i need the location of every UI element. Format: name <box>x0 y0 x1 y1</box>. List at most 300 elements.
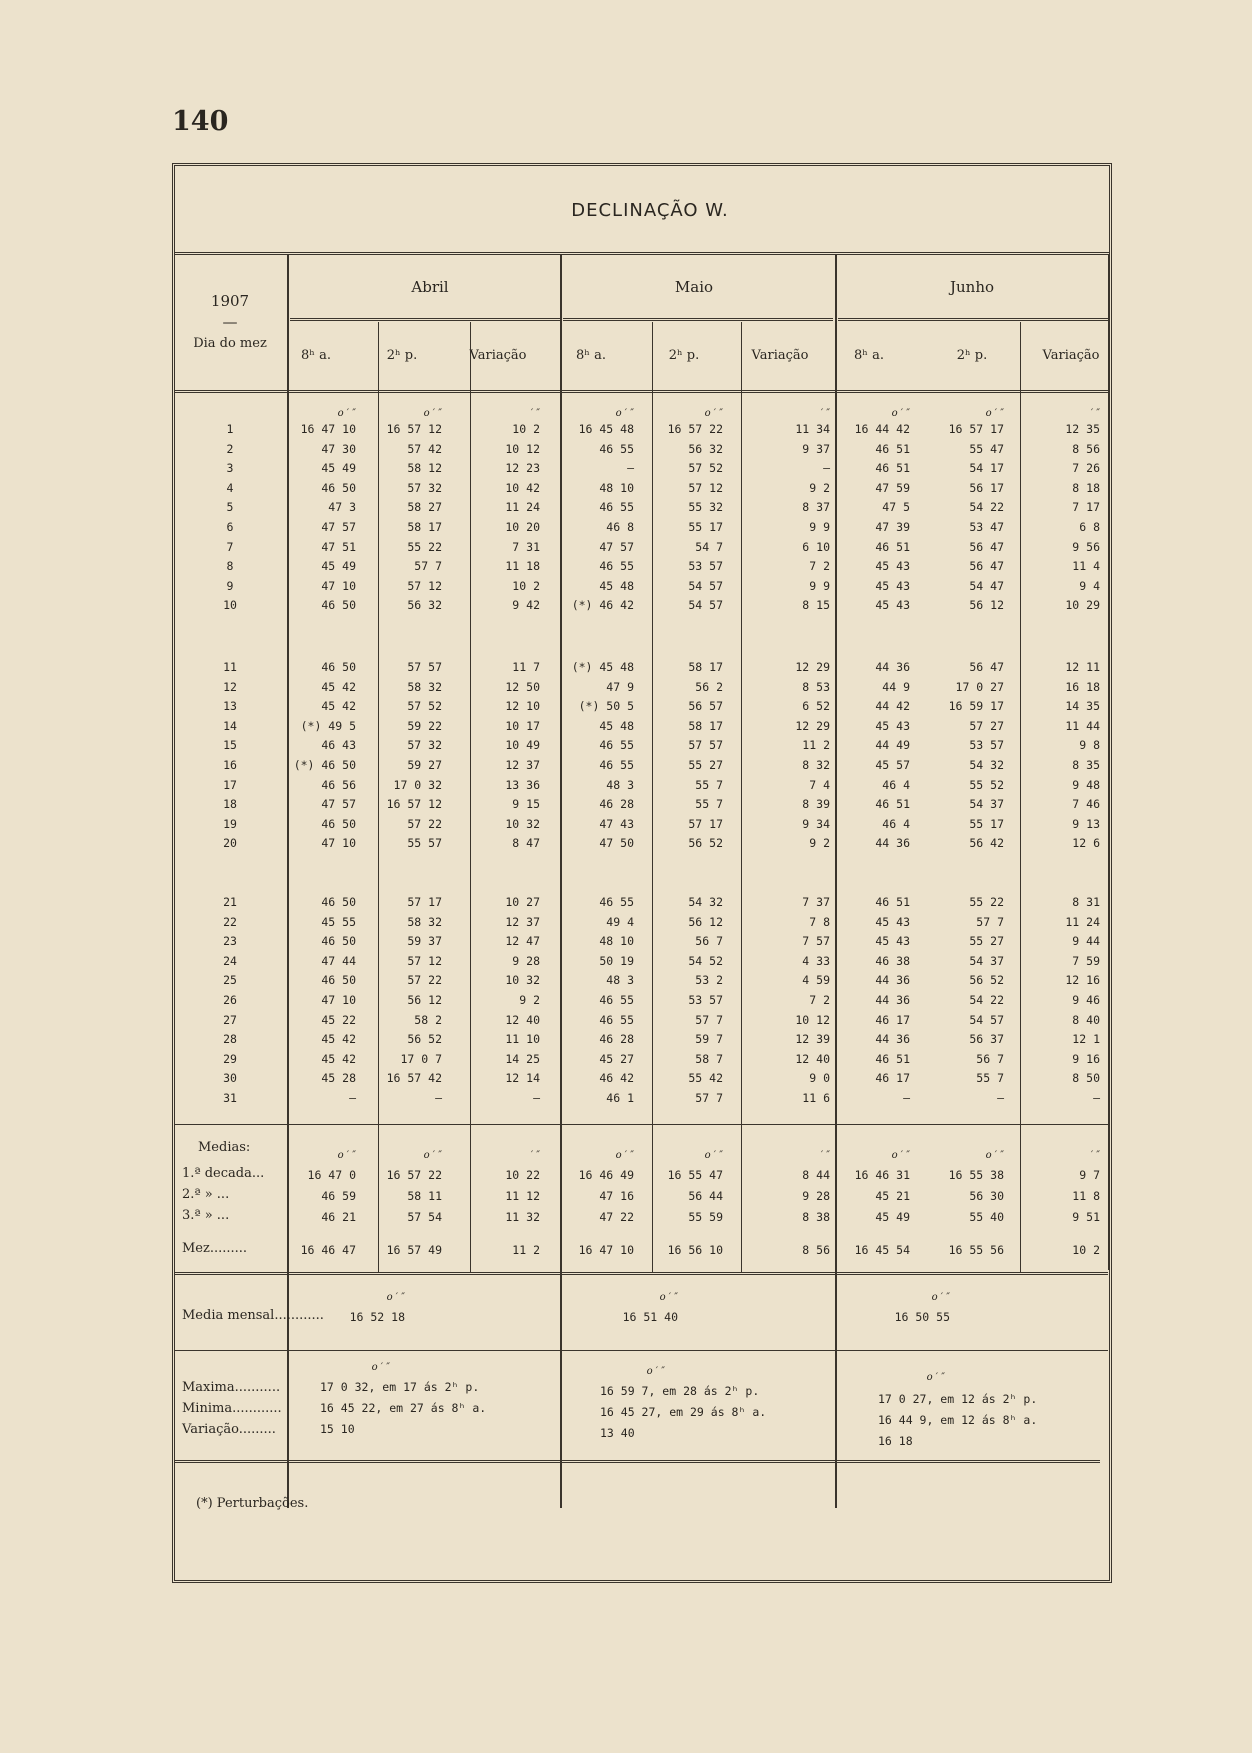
table-cell: 10 12 <box>505 441 540 456</box>
footnote: (*) Perturbações. <box>196 1496 309 1511</box>
table-cell: 12 40 <box>795 1051 830 1066</box>
unit-label: o ′ ″ <box>931 1292 950 1303</box>
table-cell: 48 10 <box>599 934 634 949</box>
table-cell: 55 40 <box>969 1210 1004 1224</box>
table-cell: 48 3 <box>606 777 634 792</box>
table-cell: 46 51 <box>875 1051 910 1066</box>
day-number: 31 <box>223 1091 237 1105</box>
table-cell: — <box>903 1091 910 1105</box>
table-cell: 57 32 <box>407 480 442 495</box>
table-cell: 6 52 <box>802 699 830 714</box>
table-cell: 54 57 <box>688 578 723 593</box>
day-number: 9 <box>226 578 234 593</box>
table-cell: 9 0 <box>809 1071 830 1086</box>
table-cell: 47 10 <box>321 993 356 1007</box>
table-cell: 56 52 <box>407 1032 442 1047</box>
table-cell: 55 52 <box>969 777 1004 792</box>
table-cell: 16 57 17 <box>948 422 1004 436</box>
table-cell: 57 12 <box>688 480 723 495</box>
table-cell: 47 57 <box>321 520 356 534</box>
table-cell: (*) 50 5 <box>578 699 634 714</box>
table-cell: 46 28 <box>599 1032 634 1047</box>
unit-label: o ′ ″ <box>615 408 634 419</box>
table-cell: 45 42 <box>321 1032 356 1047</box>
table-cell: 16 57 22 <box>667 422 723 436</box>
decade-label: 3.ª » ... <box>182 1208 230 1223</box>
table-cell: 56 12 <box>688 914 723 929</box>
table-cell: 9 15 <box>512 797 540 812</box>
table-cell: 45 42 <box>321 1051 356 1066</box>
table-cell: 10 2 <box>1072 1243 1100 1257</box>
table-cell: 45 27 <box>599 1051 634 1066</box>
table-cell: 13 36 <box>505 777 540 792</box>
column-line <box>1020 322 1021 1272</box>
day-number: 25 <box>223 973 237 988</box>
table-cell: 14 35 <box>1065 699 1100 714</box>
table-cell: 45 43 <box>875 578 910 593</box>
table-cell: 9 56 <box>1072 539 1100 554</box>
table-cell: (*) 49 5 <box>300 718 356 733</box>
table-cell: 47 5 <box>882 500 910 515</box>
table-cell: 11 24 <box>505 500 540 515</box>
table-cell: 49 4 <box>606 914 634 929</box>
table-cell: 55 59 <box>688 1210 723 1224</box>
table-cell: 54 52 <box>688 953 723 968</box>
day-number: 28 <box>223 1032 237 1047</box>
day-number: 5 <box>226 500 234 515</box>
table-cell: 47 43 <box>599 816 634 831</box>
table-cell: 55 42 <box>688 1071 723 1086</box>
table-cell: 45 43 <box>875 718 910 733</box>
table-cell: 12 47 <box>505 934 540 949</box>
media-mensal-label: Media mensal............ <box>182 1308 324 1323</box>
table-cell: 16 55 38 <box>948 1168 1004 1182</box>
table-cell: 46 38 <box>875 953 910 968</box>
table-cell: 45 42 <box>321 679 356 694</box>
table-cell: 55 32 <box>688 500 723 515</box>
table-cell: 56 2 <box>695 679 723 694</box>
table-cell: 46 8 <box>606 520 634 534</box>
table-cell: 8 31 <box>1072 895 1100 909</box>
table-cell: 7 8 <box>809 914 830 929</box>
table-cell: 46 55 <box>599 441 634 456</box>
table-cell: 45 28 <box>321 1071 356 1086</box>
table-cell: 11 10 <box>505 1032 540 1047</box>
unit-label: o ′ ″ <box>891 1150 910 1161</box>
rule-line <box>838 318 1108 321</box>
table-cell: 55 22 <box>969 895 1004 909</box>
table-cell: 12 39 <box>795 1032 830 1047</box>
table-cell: 12 40 <box>505 1012 540 1027</box>
table-cell: 58 17 <box>407 520 442 534</box>
day-number: 3 <box>226 461 234 476</box>
media-mensal-value: 16 51 40 <box>622 1310 678 1324</box>
table-cell: 16 55 56 <box>948 1243 1004 1257</box>
day-number: 13 <box>223 699 237 714</box>
table-cell: 16 57 12 <box>386 797 442 812</box>
column-line <box>470 322 471 1272</box>
table-cell: 11 6 <box>802 1091 830 1105</box>
day-number: 21 <box>223 895 237 909</box>
table-cell: 8 35 <box>1072 758 1100 772</box>
table-cell: 57 22 <box>407 816 442 831</box>
column-line <box>741 322 742 1272</box>
day-header: Dia do mez <box>193 336 267 351</box>
table-cell: 7 17 <box>1072 500 1100 515</box>
table-cell: 44 9 <box>882 679 910 694</box>
table-cell: 57 27 <box>969 718 1004 733</box>
table-cell: 9 48 <box>1072 777 1100 792</box>
table-cell: 46 28 <box>599 797 634 812</box>
table-cell: 53 2 <box>695 973 723 988</box>
day-number: 29 <box>223 1051 237 1066</box>
unit-label: ′ ″ <box>1090 1150 1100 1161</box>
table-cell: 45 43 <box>875 598 910 613</box>
table-cell: 55 17 <box>969 816 1004 831</box>
table-cell: 46 4 <box>882 777 910 792</box>
table-cell: 45 21 <box>875 1189 910 1203</box>
table-cell: 9 2 <box>519 993 540 1007</box>
table-cell: 12 50 <box>505 679 540 694</box>
table-cell: 55 27 <box>688 758 723 772</box>
table-cell: 56 47 <box>969 660 1004 674</box>
sub-header: 8ʰ a. <box>301 348 331 363</box>
table-cell: 12 23 <box>505 461 540 476</box>
table-cell: 46 56 <box>321 777 356 792</box>
table-cell: 12 29 <box>795 718 830 733</box>
table-cell: 16 56 10 <box>667 1243 723 1257</box>
table-cell: 46 51 <box>875 461 910 476</box>
table-cell: 9 7 <box>1079 1168 1100 1182</box>
table-cell: 7 57 <box>802 934 830 949</box>
month-header: Junho <box>949 278 995 296</box>
table-cell: 10 32 <box>505 973 540 988</box>
table-cell: 57 52 <box>688 461 723 476</box>
table-cell: 47 50 <box>599 836 634 851</box>
table-cell: 47 44 <box>321 953 356 968</box>
table-cell: 10 20 <box>505 520 540 534</box>
table-cell: 16 55 47 <box>667 1168 723 1182</box>
day-number: 14 <box>223 718 237 733</box>
year-dash: — <box>222 313 238 331</box>
table-cell: 45 22 <box>321 1012 356 1027</box>
table-cell: 4 33 <box>802 953 830 968</box>
table-cell: 8 37 <box>802 500 830 515</box>
table-cell: 47 3 <box>328 500 356 515</box>
table-cell: 16 46 47 <box>300 1243 356 1257</box>
rule-line <box>175 252 1109 255</box>
rule-line <box>175 1124 1108 1125</box>
extreme-label: Variação......... <box>182 1422 276 1437</box>
extreme-value: 15 10 <box>320 1422 355 1436</box>
rule-line <box>175 1460 1100 1463</box>
extreme-value: 16 45 27, em 29 ás 8ʰ a. <box>600 1405 767 1419</box>
table-cell: 10 29 <box>1065 598 1100 613</box>
table-cell: 11 8 <box>1072 1189 1100 1203</box>
table-cell: 11 34 <box>795 422 830 436</box>
decade-label: 2.ª » ... <box>182 1187 230 1202</box>
table-cell: 9 2 <box>809 836 830 851</box>
sub-header: 2ʰ p. <box>956 348 988 363</box>
table-cell: 9 4 <box>1079 578 1100 593</box>
unit-label: o ′ ″ <box>423 408 442 419</box>
unit-label: o ′ ″ <box>646 1366 665 1377</box>
table-cell: 10 22 <box>505 1168 540 1182</box>
table-cell: 46 50 <box>321 934 356 949</box>
table-cell: 56 17 <box>969 480 1004 495</box>
unit-label: ′ ″ <box>1090 408 1100 419</box>
table-cell: 46 4 <box>882 816 910 831</box>
unit-label: ′ ″ <box>530 1150 540 1161</box>
table-cell: 46 51 <box>875 441 910 456</box>
table-cell: 45 49 <box>321 461 356 476</box>
table-cell: 12 10 <box>505 699 540 714</box>
table-cell: 59 37 <box>407 934 442 949</box>
table-cell: 11 4 <box>1072 559 1100 574</box>
table-cell: 44 36 <box>875 836 910 851</box>
table-cell: 56 47 <box>969 539 1004 554</box>
sub-header: Variação <box>751 348 809 363</box>
day-number: 18 <box>223 797 237 812</box>
unit-label: ′ ″ <box>530 408 540 419</box>
day-number: 30 <box>223 1071 237 1086</box>
unit-label: o ′ ″ <box>985 408 1004 419</box>
year-label: 1907 <box>210 292 250 310</box>
table-cell: 12 37 <box>505 758 540 772</box>
extreme-value: 16 59 7, em 28 ás 2ʰ p. <box>600 1384 760 1398</box>
table-cell: 17 0 7 <box>400 1051 442 1066</box>
table-cell: 48 3 <box>606 973 634 988</box>
table-cell: 44 36 <box>875 973 910 988</box>
table-cell: 58 17 <box>688 660 723 674</box>
extreme-value: 16 44 9, em 12 ás 8ʰ a. <box>878 1413 1038 1427</box>
rule-line <box>175 1272 1108 1275</box>
table-cell: 58 32 <box>407 679 442 694</box>
table-cell: 6 10 <box>802 539 830 554</box>
rule-line <box>175 390 1109 393</box>
table-cell: 46 50 <box>321 816 356 831</box>
table-cell: 46 55 <box>599 758 634 772</box>
table-cell: 12 14 <box>505 1071 540 1086</box>
table-cell: 47 16 <box>599 1189 634 1203</box>
table-cell: (*) 45 48 <box>571 660 634 674</box>
day-number: 23 <box>223 934 237 949</box>
column-line <box>652 322 653 1272</box>
table-cell: 46 59 <box>321 1189 356 1203</box>
table-cell: 9 46 <box>1072 993 1100 1007</box>
table-cell: 46 42 <box>599 1071 634 1086</box>
day-number: 27 <box>223 1012 237 1027</box>
table-cell: 56 12 <box>969 598 1004 613</box>
month-header: Abril <box>411 278 449 296</box>
table-cell: 46 55 <box>599 559 634 574</box>
table-cell: 53 57 <box>969 738 1004 753</box>
table-cell: 54 7 <box>695 539 723 554</box>
table-cell: 54 57 <box>688 598 723 613</box>
table-cell: 7 37 <box>802 895 830 909</box>
table-cell: 53 47 <box>969 520 1004 534</box>
table-cell: 54 22 <box>969 993 1004 1007</box>
table-cell: 9 44 <box>1072 934 1100 949</box>
unit-label: o ′ ″ <box>704 408 723 419</box>
table-cell: 8 44 <box>802 1168 830 1182</box>
table-cell: 12 6 <box>1072 836 1100 851</box>
table-cell: 10 12 <box>795 1012 830 1027</box>
table-cell: 11 12 <box>505 1189 540 1203</box>
table-cell: 46 50 <box>321 895 356 909</box>
table-cell: 57 54 <box>407 1210 442 1224</box>
table-cell: 8 32 <box>802 758 830 772</box>
table-cell: 7 4 <box>809 777 830 792</box>
table-cell: 9 51 <box>1072 1210 1100 1224</box>
table-cell: 59 7 <box>695 1032 723 1047</box>
day-number: 12 <box>223 679 237 694</box>
table-cell: 9 13 <box>1072 816 1100 831</box>
table-cell: 10 32 <box>505 816 540 831</box>
table-cell: 9 9 <box>809 578 830 593</box>
unit-label: o ′ ″ <box>891 408 910 419</box>
sub-header: 2ʰ p. <box>386 348 418 363</box>
table-cell: 54 32 <box>969 758 1004 772</box>
table-cell: 47 10 <box>321 578 356 593</box>
table-cell: 59 22 <box>407 718 442 733</box>
table-cell: 45 57 <box>875 758 910 772</box>
mez-label: Mez......... <box>182 1241 248 1256</box>
table-cell: 10 27 <box>505 895 540 909</box>
table-cell: 10 42 <box>505 480 540 495</box>
table-cell: 9 9 <box>809 520 830 534</box>
unit-label: o ′ ″ <box>704 1150 723 1161</box>
table-cell: 47 9 <box>606 679 634 694</box>
table-cell: 58 12 <box>407 461 442 476</box>
table-cell: 58 11 <box>407 1189 442 1203</box>
table-cell: 9 37 <box>802 441 830 456</box>
table-cell: 16 46 31 <box>854 1168 910 1182</box>
table-cell: 57 7 <box>414 559 442 574</box>
table-cell: 8 47 <box>512 836 540 851</box>
table-cell: 55 7 <box>695 777 723 792</box>
table-cell: 57 52 <box>407 699 442 714</box>
unit-label: o ′ ″ <box>337 408 356 419</box>
table-cell: 57 7 <box>695 1091 723 1105</box>
table-cell: 57 12 <box>407 953 442 968</box>
table-cell: 14 25 <box>505 1051 540 1066</box>
table-cell: 8 18 <box>1072 480 1100 495</box>
table-cell: 57 12 <box>407 578 442 593</box>
table-cell: 58 2 <box>414 1012 442 1027</box>
table-cell: 7 46 <box>1072 797 1100 812</box>
unit-label: o ′ ″ <box>386 1292 405 1303</box>
rule-line <box>175 1350 1108 1351</box>
table-cell: 9 16 <box>1072 1051 1100 1066</box>
table-cell: 6 8 <box>1079 520 1100 534</box>
table-cell: 11 24 <box>1065 914 1100 929</box>
table-cell: 54 17 <box>969 461 1004 476</box>
table-cell: 44 36 <box>875 993 910 1007</box>
table-cell: — <box>627 461 634 476</box>
extreme-value: 17 0 32, em 17 ás 2ʰ p. <box>320 1380 480 1394</box>
table-cell: 47 57 <box>599 539 634 554</box>
table-cell: 56 12 <box>407 993 442 1007</box>
column-line <box>560 254 562 1508</box>
table-cell: 44 42 <box>875 699 910 714</box>
table-cell: 7 2 <box>809 993 830 1007</box>
table-cell: 11 32 <box>505 1210 540 1224</box>
table-cell: 8 50 <box>1072 1071 1100 1086</box>
table-cell: 45 55 <box>321 914 356 929</box>
table-cell: 11 2 <box>512 1243 540 1257</box>
table-cell: 54 32 <box>688 895 723 909</box>
table-cell: 44 49 <box>875 738 910 753</box>
table-cell: 10 49 <box>505 738 540 753</box>
table-cell: 57 57 <box>407 660 442 674</box>
table-cell: 46 50 <box>321 598 356 613</box>
unit-label: o ′ ″ <box>926 1372 945 1383</box>
table-cell: 16 57 42 <box>386 1071 442 1086</box>
unit-label: ′ ″ <box>820 1150 830 1161</box>
unit-label: o ′ ″ <box>337 1150 356 1161</box>
day-number: 16 <box>223 758 237 772</box>
table-cell: 44 36 <box>875 1032 910 1047</box>
table-cell: 47 10 <box>321 836 356 851</box>
table-cell: 46 43 <box>321 738 356 753</box>
table-cell: 17 0 27 <box>955 679 1004 694</box>
table-cell: 59 27 <box>407 758 442 772</box>
day-number: 8 <box>226 559 234 574</box>
table-cell: 56 52 <box>688 836 723 851</box>
sub-header: Variação <box>1042 348 1100 363</box>
day-number: 1 <box>226 422 234 436</box>
table-cell: 11 18 <box>505 559 540 574</box>
table-cell: 46 1 <box>606 1091 634 1105</box>
table-cell: 45 43 <box>875 914 910 929</box>
day-number: 15 <box>223 738 237 753</box>
sub-header: 8ʰ a. <box>576 348 606 363</box>
table-cell: 12 1 <box>1072 1032 1100 1047</box>
table-cell: 16 47 10 <box>578 1243 634 1257</box>
table-cell: 46 50 <box>321 660 356 674</box>
table-cell: 11 44 <box>1065 718 1100 733</box>
table-cell: 53 57 <box>688 559 723 574</box>
table-cell: 46 51 <box>875 539 910 554</box>
table-cell: 58 7 <box>695 1051 723 1066</box>
table-cell: 8 40 <box>1072 1012 1100 1027</box>
table-cell: 55 7 <box>695 797 723 812</box>
table-cell: — <box>349 1091 356 1105</box>
table-cell: 46 17 <box>875 1012 910 1027</box>
table-cell: 50 19 <box>599 953 634 968</box>
table-cell: 57 42 <box>407 441 442 456</box>
day-number: 11 <box>223 660 237 674</box>
table-cell: 8 15 <box>802 598 830 613</box>
column-line <box>835 254 837 1508</box>
table-cell: 58 32 <box>407 914 442 929</box>
table-cell: 48 10 <box>599 480 634 495</box>
table-cell: 56 52 <box>969 973 1004 988</box>
table-cell: 45 43 <box>875 559 910 574</box>
table-cell: 16 57 12 <box>386 422 442 436</box>
unit-label: o ′ ″ <box>423 1150 442 1161</box>
table-cell: 45 48 <box>599 718 634 733</box>
day-number: 7 <box>226 539 234 554</box>
sub-header: 2ʰ p. <box>668 348 700 363</box>
table-cell: 57 32 <box>407 738 442 753</box>
table-cell: 56 37 <box>969 1032 1004 1047</box>
table-cell: 47 30 <box>321 441 356 456</box>
table-cell: 57 22 <box>407 973 442 988</box>
table-cell: 46 55 <box>599 738 634 753</box>
table-cell: 10 2 <box>512 422 540 436</box>
